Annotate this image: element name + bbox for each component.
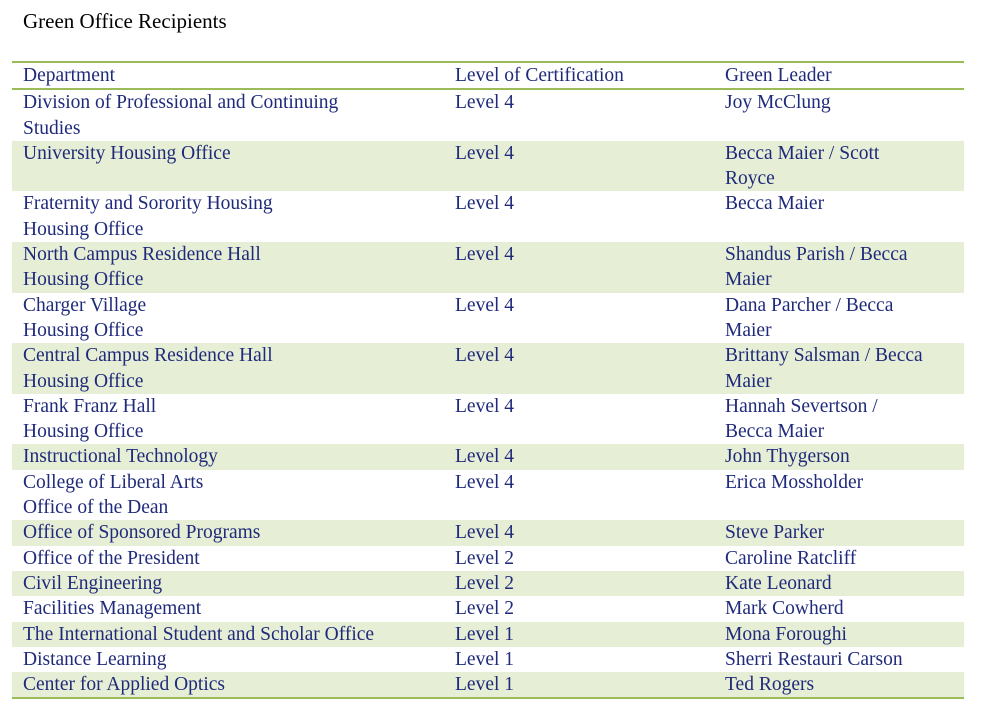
cell-department: Charger Village Housing Office xyxy=(23,294,147,341)
cell-level: Level 4 xyxy=(455,471,515,493)
cell-leader: Mona Foroughi xyxy=(725,623,847,645)
header-level: Level of Certification xyxy=(455,65,624,86)
cell-department: North Campus Residence Hall Housing Office xyxy=(23,244,261,291)
cell-department: Central Campus Residence Hall Housing Office xyxy=(23,345,273,392)
cell-level: Level 4 xyxy=(455,142,515,164)
cell-department: Fraternity and Sorority Housing Housing Office xyxy=(23,193,273,240)
cell-department: Distance Learning xyxy=(23,648,167,670)
table-row xyxy=(12,343,964,394)
cell-level: Level 4 xyxy=(455,345,515,367)
cell-level: Level 4 xyxy=(455,522,515,544)
cell-leader: John Thygerson xyxy=(725,446,850,468)
cell-leader: Sherri Restauri Carson xyxy=(725,648,903,670)
cell-department: College of Liberal Arts Office of the Dean xyxy=(23,471,204,519)
table-row xyxy=(12,647,964,672)
cell-leader: Kate Leonard xyxy=(725,572,832,594)
cell-department: Frank Franz Hall Housing Office xyxy=(23,395,157,443)
cell-leader: Caroline Ratcliff xyxy=(725,547,857,569)
cell-level: Level 4 xyxy=(455,92,515,114)
table-row xyxy=(12,622,964,647)
cell-level: Level 2 xyxy=(455,572,515,594)
cell-leader: Becca Maier / Scott Royce xyxy=(725,142,880,190)
cell-department: Office of Sponsored Programs xyxy=(23,522,261,544)
table-body xyxy=(12,90,964,697)
cell-level: Level 1 xyxy=(455,648,515,670)
cell-department: Office of the President xyxy=(23,547,200,569)
cell-department: Center for Applied Optics xyxy=(23,674,225,696)
header-department: Department xyxy=(23,65,116,86)
table-row xyxy=(12,470,964,521)
cell-leader: Erica Mossholder xyxy=(725,471,864,493)
cell-leader: Hannah Severtson / Becca Maier xyxy=(725,395,878,443)
cell-level: Level 4 xyxy=(455,193,515,215)
cell-leader: Dana Parcher / Becca Maier xyxy=(725,294,894,341)
cell-level: Level 4 xyxy=(455,244,515,266)
cell-leader: Becca Maier xyxy=(725,193,825,215)
cell-leader: Steve Parker xyxy=(725,522,825,544)
cell-leader: Ted Rogers xyxy=(725,674,815,696)
table-row xyxy=(12,596,964,621)
cell-department: The International Student and Scholar Office xyxy=(23,623,375,645)
cell-department: Civil Engineering xyxy=(23,572,163,594)
table-row xyxy=(12,444,964,469)
cell-leader: Joy McClung xyxy=(725,92,831,114)
table-row xyxy=(12,546,964,571)
table-row xyxy=(12,191,964,242)
cell-level: Level 4 xyxy=(455,294,515,316)
table-row xyxy=(12,90,964,141)
table-row xyxy=(12,141,964,192)
recipients-table xyxy=(12,61,964,699)
cell-level: Level 4 xyxy=(455,446,515,468)
table-row xyxy=(12,571,964,596)
table-row xyxy=(12,394,964,445)
document-title: Green Office Recipients xyxy=(23,9,227,33)
cell-department: Facilities Management xyxy=(23,598,202,620)
cell-level: Level 2 xyxy=(455,547,515,569)
header-leader: Green Leader xyxy=(725,65,832,86)
table-row xyxy=(12,672,964,697)
cell-level: Level 1 xyxy=(455,623,515,645)
table-row xyxy=(12,293,964,344)
cell-leader: Brittany Salsman / Becca Maier xyxy=(725,345,923,392)
cell-level: Level 2 xyxy=(455,598,515,620)
cell-leader: Shandus Parish / Becca Maier xyxy=(725,244,908,291)
cell-level: Level 1 xyxy=(455,674,515,696)
cell-level: Level 4 xyxy=(455,395,515,417)
cell-department: Instructional Technology xyxy=(23,446,218,468)
table-header-row xyxy=(12,63,964,90)
table-row xyxy=(12,242,964,293)
cell-leader: Mark Cowherd xyxy=(725,598,844,620)
cell-department: Division of Professional and Continuing Studies xyxy=(23,92,339,139)
cell-department: University Housing Office xyxy=(23,142,231,164)
table-row xyxy=(12,520,964,545)
